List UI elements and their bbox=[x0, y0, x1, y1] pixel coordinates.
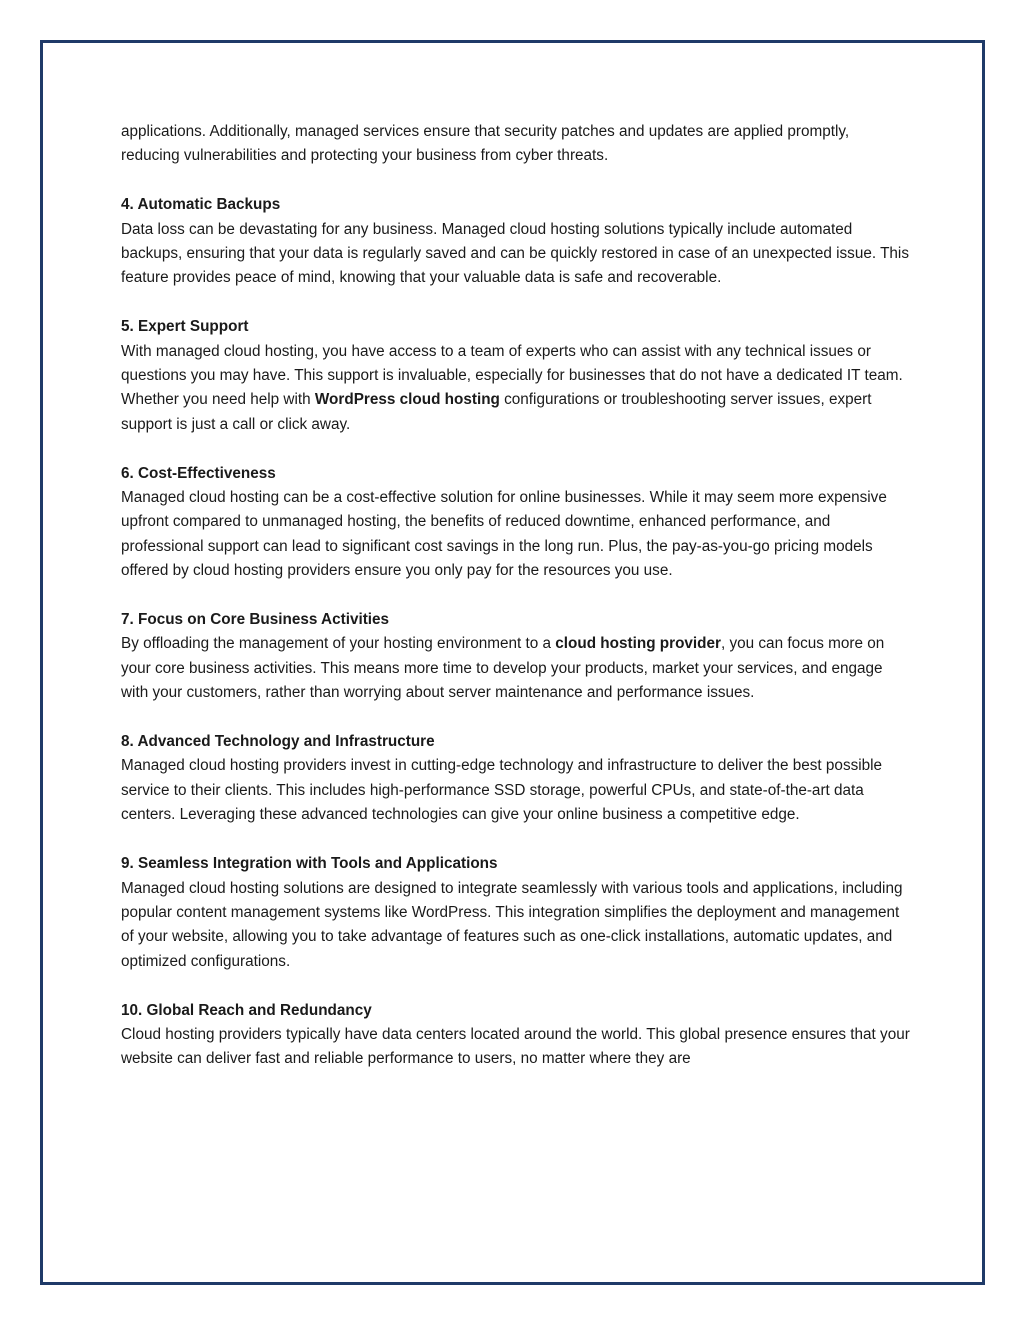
section-body: Managed cloud hosting solutions are designed to integrate seamlessly with various tools and applications, including popular content management systems like WordPress. This integration simplifies the deployment and management of your website, allowing you to take advantage of features such as one-click installations, automatic updates, and optimized configurations. bbox=[121, 879, 903, 970]
section-heading: 9. Seamless Integration with Tools and Applications bbox=[121, 855, 498, 873]
section-advanced-technology bbox=[121, 730, 911, 828]
section-automatic-backups bbox=[121, 193, 911, 291]
document-body bbox=[121, 120, 911, 1072]
section-body: Managed cloud hosting providers invest in cutting-edge technology and infrastructure to deliver the best possible service to their clients. This includes high-performance SSD storage, powerful CPUs, and state-of-the-art data centers. Leveraging these advanced technologies can give your online business a competitive edge. bbox=[121, 757, 883, 824]
section-heading: 6. Cost-Effectiveness bbox=[121, 464, 276, 482]
wordpress-cloud-hosting-link[interactable]: WordPress cloud hosting bbox=[314, 391, 500, 409]
body-text: By offloading the management of your hosting environment to a bbox=[121, 635, 556, 653]
body-text: With managed cloud hosting, you have access to a team of experts who can assist with any technical issues or questions you may have. This support is invaluable, especially for businesses that do not have a dedicated IT team. Whether you need help with bbox=[121, 342, 903, 409]
section-heading: 5. Expert Support bbox=[121, 318, 249, 336]
section-seamless-integration bbox=[121, 852, 911, 974]
section-global-reach bbox=[121, 999, 911, 1072]
section-heading: 4. Automatic Backups bbox=[121, 196, 281, 214]
section-heading: 8. Advanced Technology and Infrastructure bbox=[121, 733, 435, 751]
section-heading: 7. Focus on Core Business Activities bbox=[121, 611, 390, 629]
section-focus-core-business bbox=[121, 608, 911, 706]
section-body: Cloud hosting providers typically have data centers located around the world. This global presence ensures that your website can deliver fast and reliable performance to users, no matter where they are bbox=[121, 1025, 910, 1068]
section-body: Managed cloud hosting can be a cost-effective solution for online businesses. While it may seem more expensive upfront compared to unmanaged hosting, the benefits of reduced downtime, enhanced performance, and professional support can lead to significant cost savings in the long run. Plus, the pay-as-you-go pricing models offered by cloud hosting providers ensure you only pay for the resources you use. bbox=[121, 489, 887, 580]
body-text: configurations or troubleshooting server issues, expert support is just a call or click away. bbox=[121, 391, 872, 433]
section-expert-support bbox=[121, 315, 911, 437]
section-heading: 10. Global Reach and Redundancy bbox=[121, 1001, 372, 1019]
intro-paragraph: applications. Additionally, managed services ensure that security patches and updates are applied promptly, reducing vulnerabilities and protecting your business from cyber threats. bbox=[121, 123, 850, 165]
section-body bbox=[121, 632, 911, 705]
section-cost-effectiveness bbox=[121, 462, 911, 584]
cloud-hosting-provider-link[interactable]: cloud hosting provider bbox=[555, 635, 721, 653]
section-body: Data loss can be devastating for any business. Managed cloud hosting solutions typically include automated backups, ensuring that your data is regularly saved and can be quickly restored in case of an unexpected issue. This feature provides peace of mind, knowing that your valuable data is safe and recoverable. bbox=[121, 220, 909, 287]
section-body bbox=[121, 340, 911, 438]
body-text: , you can focus more on your core business activities. This means more time to develop your products, market your services, and engage with your customers, rather than worrying about server maintenance and performance issues. bbox=[121, 635, 885, 702]
